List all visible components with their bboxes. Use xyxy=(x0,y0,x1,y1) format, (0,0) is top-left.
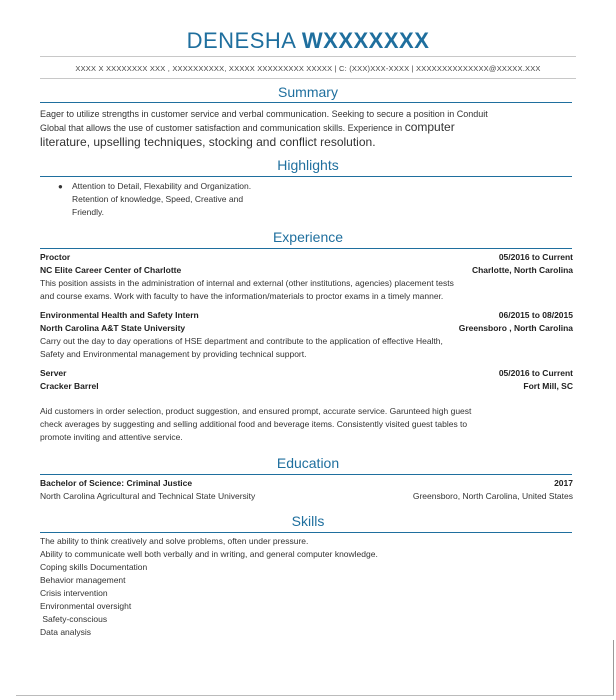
job-location: Greensboro , North Carolina xyxy=(458,323,573,333)
section-title-skills: Skills xyxy=(291,513,325,529)
job-description-line: Safety and Environmental management by providing technical support. xyxy=(40,349,307,359)
section-rule xyxy=(40,532,572,533)
job-location: Charlotte, North Carolina xyxy=(471,265,573,275)
bullet-icon: ● xyxy=(58,182,63,191)
divider xyxy=(40,56,576,57)
section-title-experience: Experience xyxy=(272,229,344,245)
summary-line xyxy=(40,121,574,135)
job-header xyxy=(40,310,573,322)
summary-line-part: computer xyxy=(404,120,455,134)
job-dates: 05/2016 to Current xyxy=(498,252,573,262)
job-role: Server xyxy=(40,368,67,378)
education-school-row xyxy=(40,491,573,503)
job-company: Cracker Barrel xyxy=(40,381,99,391)
job-dates: 06/2015 to 08/2015 xyxy=(498,310,573,320)
job-description-line: Carry out the day to day operations of HSE department and contribute to the application of effective Health, xyxy=(40,336,443,346)
first-name: DENESHA xyxy=(186,28,296,53)
school-name: North Carolina Agricultural and Technical State University xyxy=(40,491,256,501)
job-company-row xyxy=(40,265,573,277)
job-description xyxy=(40,405,574,444)
skill-item: Safety-conscious xyxy=(40,614,108,624)
job-description-line: promote inviting and attentive service. xyxy=(40,432,183,442)
highlight-item: Attention to Detail, Flexability and Organization. xyxy=(72,181,252,191)
job-role: Proctor xyxy=(40,252,71,262)
education-header xyxy=(40,478,573,490)
job-description-line: check averages by suggesting and selling additional food and beverage items. Consistently visited guest tables to xyxy=(40,419,468,429)
skill-item: Ability to communicate well both verbally and in writing, and general computer knowledge. xyxy=(40,549,378,559)
graduation-year: 2017 xyxy=(554,478,573,488)
job-company-row xyxy=(40,381,573,393)
job-description xyxy=(40,277,574,303)
section-title-summary: Summary xyxy=(278,84,338,100)
job-header xyxy=(40,368,573,380)
highlight-item: Retention of knowledge, Speed, Creative and xyxy=(72,194,244,204)
section-rule xyxy=(40,176,572,177)
last-name: WXXXXXXX xyxy=(301,28,430,53)
job-header xyxy=(40,252,573,264)
job-description-line: This position assists in the administration of internal and external (other institutions, agencies) placement tests xyxy=(40,278,454,288)
job-description-line: and course exams. Work with faculty to have the information/materials to proctor exams in a timely manner. xyxy=(40,291,444,301)
job-description xyxy=(40,335,574,361)
highlight-item: Friendly. xyxy=(72,207,104,217)
page-edge xyxy=(16,695,614,696)
job-role: Environmental Health and Safety Intern xyxy=(40,310,199,320)
skill-item: The ability to think creatively and solve problems, often under pressure. xyxy=(40,536,309,546)
page-edge xyxy=(613,640,614,696)
job-dates: 05/2016 to Current xyxy=(498,368,573,378)
skill-item: Behavior management xyxy=(40,575,126,585)
job-company: NC Elite Career Center of Charlotte xyxy=(40,265,182,275)
skill-item: Data analysis xyxy=(40,627,92,637)
summary-line: literature, upselling techniques, stocking and conflict resolution. xyxy=(40,135,376,149)
section-rule xyxy=(40,474,572,475)
skill-item: Crisis intervention xyxy=(40,588,108,598)
section-rule xyxy=(40,102,572,103)
summary-line: Eager to utilize strengths in customer service and verbal communication. Seeking to secure a position in Conduit xyxy=(40,109,488,119)
summary-text xyxy=(40,108,574,150)
skill-item: Coping skills Documentation xyxy=(40,562,148,572)
contact-line: XXXX X XXXXXXXX XXX , XXXXXXXXXX, XXXXX XXXXXXXXX XXXXX | C: (XXX)XXX-XXXX | XXXXXXXXXXXXXX@XXXXX.XXX xyxy=(75,64,541,73)
job-company: North Carolina A&T State University xyxy=(40,323,186,333)
job-company-row xyxy=(40,323,573,335)
job-location: Fort Mill, SC xyxy=(523,381,573,391)
summary-line-part: Global that allows the use of customer satisfaction and communication skills. Experience in xyxy=(40,123,405,133)
candidate-name xyxy=(0,28,616,54)
job-description-line: Aid customers in order selection, product suggestion, and ensured prompt, accurate service. Garunteed high guest xyxy=(40,406,472,416)
degree: Bachelor of Science: Criminal Justice xyxy=(40,478,193,488)
divider xyxy=(40,78,576,79)
skill-item: Environmental oversight xyxy=(40,601,132,611)
school-location: Greensboro, North Carolina, United States xyxy=(412,491,573,501)
section-title-education: Education xyxy=(276,455,340,471)
section-rule xyxy=(40,248,572,249)
section-title-highlights: Highlights xyxy=(277,157,339,173)
